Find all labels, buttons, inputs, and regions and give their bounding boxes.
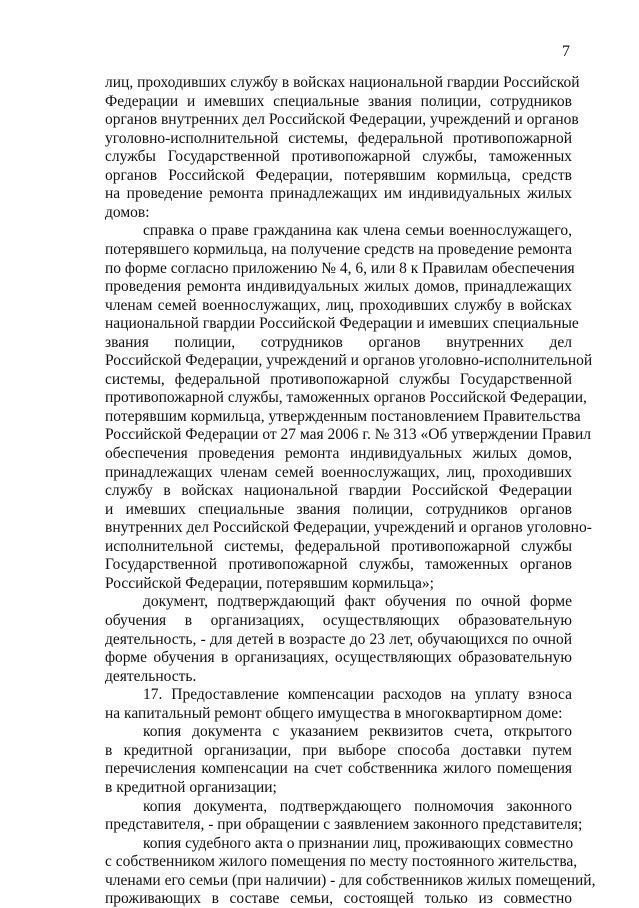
text-line-40: копия документа, подтверждающего полномочия законного bbox=[143, 797, 572, 815]
text-line-16: Российской Федерации, учреждений и органов уголовно-исполнительной bbox=[105, 352, 593, 370]
text-line-15: звания полиции, сотрудников органов внутренних дел bbox=[105, 333, 572, 351]
text-line-28: Российской Федерации, потерявшим кормильца»; bbox=[105, 574, 434, 592]
text-line-21: обеспечения проведения ремонта индивидуальных жилых домов, bbox=[105, 445, 572, 462]
text-line-34: 17. Предоставление компенсации расходов на уплату взноса bbox=[143, 686, 572, 704]
text-line-4: уголовно-исполнительной системы, федеральной противопожарной bbox=[105, 129, 572, 147]
text-line-31: деятельность, - для детей в возрасте до 23 лет, обучающихся по очной bbox=[105, 630, 572, 648]
text-line-1: лиц, проходивших службу в войсках национальной гвардии Российской bbox=[105, 74, 580, 91]
text-line-5: службы Государственной противопожарной службы, таможенных bbox=[105, 148, 572, 166]
text-line-25: внутренних дел Российской Федерации, учреждений и органов уголовно- bbox=[105, 519, 592, 537]
text-line-24: и имевших специальные звания полиции, сотрудников органов bbox=[105, 500, 572, 518]
text-line-17: системы, федеральной противопожарной службы Государственной bbox=[105, 370, 572, 388]
page-number: 7 bbox=[562, 43, 570, 60]
text-line-36: копия документа с указанием реквизитов счета, открытого bbox=[143, 723, 572, 741]
text-line-6: органов Российской Федерации, потерявшим кормильца, средств bbox=[105, 166, 572, 184]
text-line-29: документ, подтверждающий факт обучения по очной форме bbox=[143, 593, 572, 611]
text-line-7: на проведение ремонта принадлежащих им индивидуальных жилых bbox=[105, 185, 572, 203]
text-line-12: проведения ремонта индивидуальных жилых домов, принадлежащих bbox=[105, 278, 572, 296]
text-line-13: членам семей военнослужащих, лиц, проходивших службу в войсках bbox=[105, 296, 572, 314]
text-line-35: на капитальный ремонт общего имущества в многоквартирном доме: bbox=[105, 704, 563, 722]
text-line-2: Федерации и имевших специальные звания полиции, сотрудников bbox=[105, 92, 572, 110]
text-line-8: домов: bbox=[105, 203, 150, 221]
text-line-11: по форме согласно приложению № 4, 6, или 8 к Правилам обеспечения bbox=[105, 259, 575, 277]
text-line-30: обучения в организациях, осуществляющих образовательную bbox=[105, 612, 572, 629]
text-line-37: в кредитной организации, при выборе способа доставки путем bbox=[105, 741, 572, 759]
text-line-10: потерявшего кормильца, на получение средств на проведение ремонта bbox=[105, 241, 572, 258]
text-line-44: членами его семьи (при наличии) - для собственников жилых помещений, bbox=[105, 871, 596, 889]
text-line-14: национальной гвардии Российской Федерации и имевших специальные bbox=[105, 315, 579, 333]
text-line-23: службу в войсках национальной гвардии Российской Федерации bbox=[105, 482, 572, 500]
text-line-22: принадлежащих членам семей военнослужащих, лиц, проходивших bbox=[105, 463, 572, 481]
text-line-43: с собственником жилого помещения по месту постоянного жительства, bbox=[105, 853, 578, 871]
text-line-42: копия судебного акта о признании лиц, проживающих совместно bbox=[143, 834, 574, 852]
text-line-38: перечисления компенсации на счет собственника жилого помещения bbox=[105, 760, 572, 778]
text-line-41: представителя, - при обращении с заявлением законного представителя; bbox=[105, 816, 583, 833]
text-line-9: справка о праве гражданина как члена семьи военнослужащего, bbox=[143, 222, 572, 240]
text-line-27: Государственной противопожарной службы, таможенных органов bbox=[105, 556, 572, 574]
text-line-26: исполнительной системы, федеральной противопожарной службы bbox=[105, 537, 572, 555]
text-line-45: проживающих в составе семьи, состоящей только из совместно bbox=[105, 890, 572, 908]
text-line-3: органов внутренних дел Российской Федерации, учреждений и органов bbox=[105, 111, 579, 129]
text-line-19: потерявшим кормильца, утвержденным постановлением Правительства bbox=[105, 407, 581, 425]
text-line-32: форме обучения в организациях, осуществляющих образовательную bbox=[105, 649, 572, 667]
text-line-18: противопожарной службы, таможенных органов Российской Федерации, bbox=[105, 389, 587, 407]
text-line-39: в кредитной организации; bbox=[105, 778, 277, 796]
text-line-20: Российской Федерации от 27 мая 2006 г. № 313 «Об утверждении Правил bbox=[105, 426, 592, 444]
text-line-33: деятельность. bbox=[105, 667, 197, 685]
